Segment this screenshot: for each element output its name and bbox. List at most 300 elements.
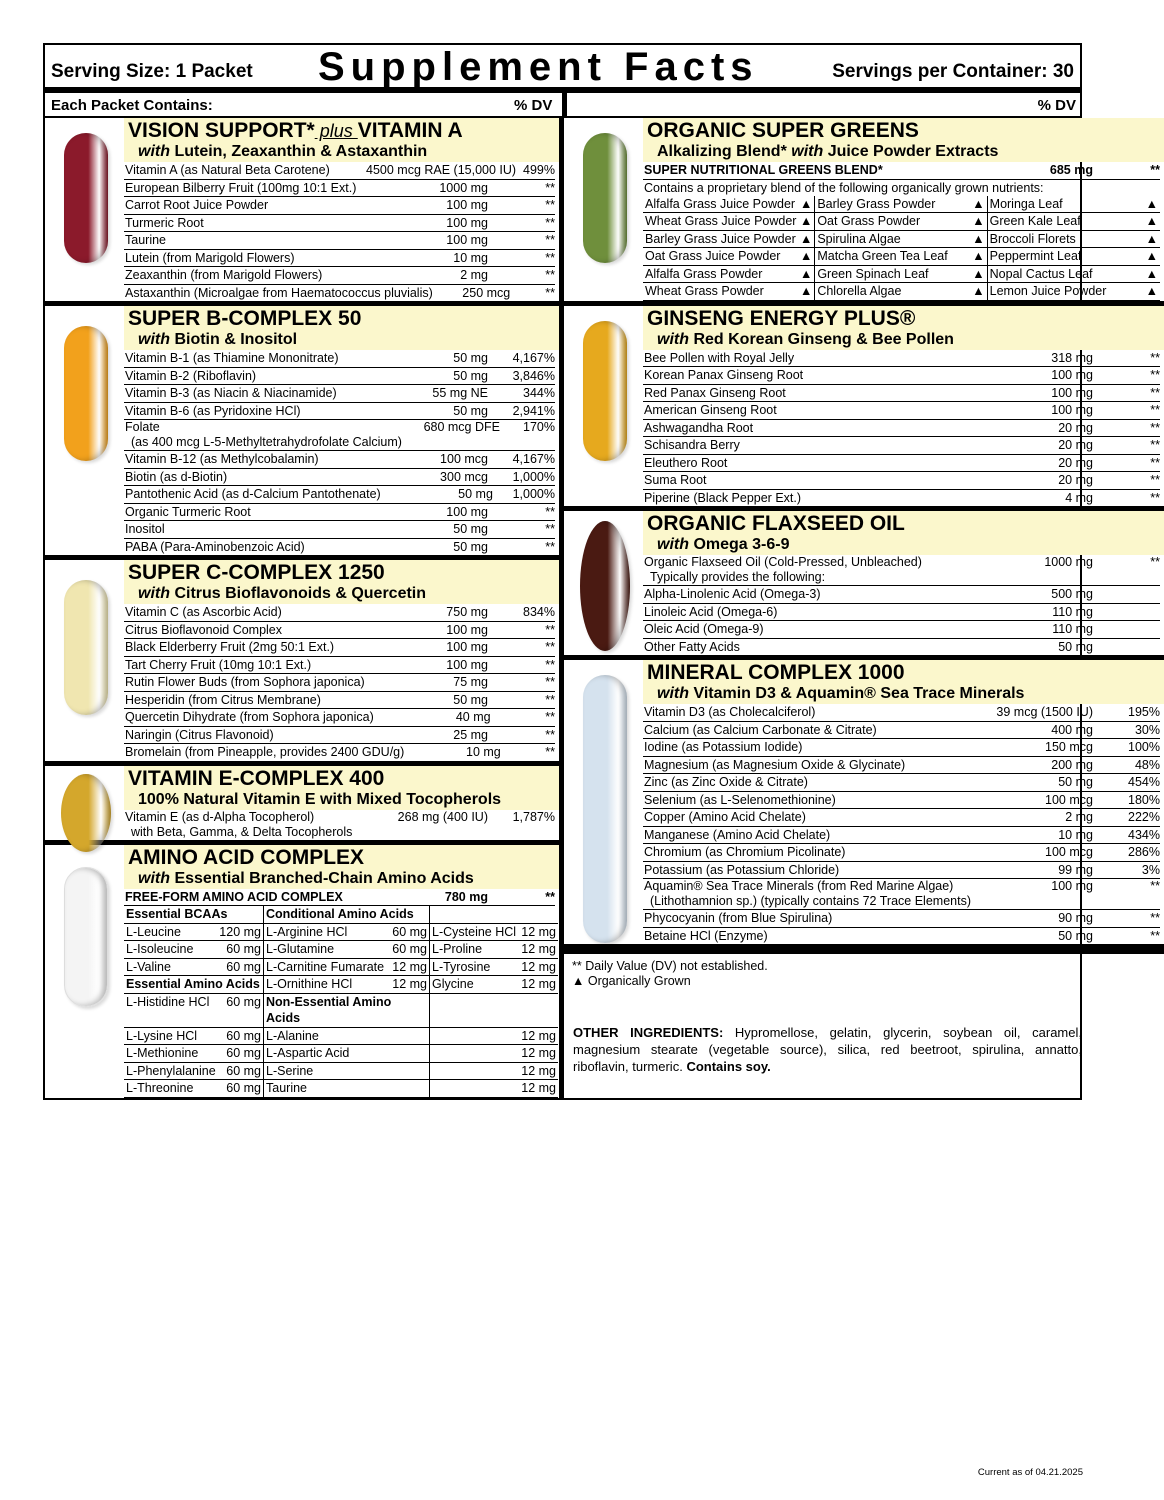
ingredient-row xyxy=(643,827,1160,845)
greens-name: Oat Grass Powder xyxy=(817,214,921,228)
subtitle-text: 100% Natural Vitamin E with Mixed Tocopherols xyxy=(138,790,502,808)
other-ingredients xyxy=(573,1024,1082,1075)
ingredient-name xyxy=(643,402,971,419)
section-title: ORGANIC FLAXSEED OIL xyxy=(647,512,905,535)
ingredient-name: PABA (Para-Aminobenzoic Acid) xyxy=(125,539,305,554)
ingredient-row xyxy=(643,350,1160,368)
section-heading xyxy=(124,560,559,604)
ingredient-name: Turmeric Root xyxy=(125,215,204,230)
ingredient-dv: ** xyxy=(545,504,555,519)
title-text: VISION SUPPORT* xyxy=(128,119,315,142)
ingredient-amount: 99 mg xyxy=(1058,862,1093,877)
ingredient-name: Korean Panax Ginseng Root xyxy=(644,368,804,382)
dv-header-left: % DV xyxy=(514,97,553,114)
ingredient-row xyxy=(124,469,555,487)
ingredient-row xyxy=(124,727,555,745)
ingredient-dv: 4,167% xyxy=(512,351,555,365)
ingredient-dv xyxy=(1099,639,1160,656)
ingredient-name xyxy=(124,267,366,284)
ingredient-name xyxy=(643,490,971,507)
ingredient-row xyxy=(643,437,1160,455)
amino-name: L-Glutamine xyxy=(266,942,335,956)
ingredient-name: Vitamin D3 (as Cholecalciferol) xyxy=(644,705,816,719)
footnotes xyxy=(564,949,1164,993)
ingredient-amount: 300 mcg xyxy=(440,469,488,484)
ingredient-amount: 100 mg xyxy=(446,622,488,637)
amino-amount: 60 mg xyxy=(226,959,261,974)
ingredient-name: Vitamin A (as Natural Beta Carotene) xyxy=(125,163,330,177)
amino-list xyxy=(124,889,559,1098)
ingredient-row xyxy=(643,586,1160,604)
amino-cell xyxy=(124,994,264,1028)
ingredient-name xyxy=(124,810,366,840)
capsule-image xyxy=(583,321,627,461)
blend-name: SUPER NUTRITIONAL GREENS BLEND* xyxy=(644,163,883,177)
greens-name: Chlorella Algae xyxy=(817,284,902,298)
ingredient-name xyxy=(643,555,971,585)
ingredient-name: European Bilberry Fruit (100mg 10:1 Ext.) xyxy=(125,180,357,195)
serving-size: Serving Size: 1 Packet xyxy=(51,61,253,82)
ingredient-dv xyxy=(1099,604,1160,621)
contains-soy: Contains soy. xyxy=(686,1059,771,1074)
servings-per-container: Servings per Container: 30 xyxy=(832,61,1074,82)
amino-name xyxy=(432,1063,521,1080)
ingredient-row xyxy=(643,792,1160,810)
ingredient-dv: ** xyxy=(545,268,555,282)
ingredient-amount: 50 mg xyxy=(453,539,488,554)
ingredient-name xyxy=(124,403,366,420)
ingredient-name xyxy=(643,621,971,638)
capsule-image xyxy=(583,133,627,263)
greens-name: Wheat Grass Juice Powder xyxy=(645,214,797,228)
section-title: AMINO ACID COMPLEX xyxy=(128,845,365,869)
organic-mark: ▲ xyxy=(972,284,985,298)
other-ingredients-label: OTHER INGREDIENTS: xyxy=(573,1025,724,1040)
ingredient-name xyxy=(124,622,366,639)
ingredient-dv: ** xyxy=(545,710,555,724)
ingredient-amount: 680 mcg DFE xyxy=(423,420,500,434)
ingredient-amount: 10 mg xyxy=(453,250,488,265)
ingredient-name xyxy=(643,757,971,774)
ingredient-dv: ** xyxy=(545,285,555,300)
ingredient-row xyxy=(643,455,1160,473)
amino-name: L-Alanine xyxy=(266,1028,319,1043)
ingredient-dv: ** xyxy=(545,522,555,536)
ingredient-dv: ** xyxy=(545,745,555,759)
greens-cell xyxy=(988,248,1160,266)
ingredient-dv: 454% xyxy=(1128,775,1160,789)
ingredient-dv: 222% xyxy=(1128,810,1160,824)
supplement-section xyxy=(45,560,559,766)
ingredient-dv: ** xyxy=(1150,368,1160,382)
amino-amount: 12 mg xyxy=(521,1028,556,1043)
greens-cell xyxy=(815,248,987,266)
section-title: ORGANIC SUPER GREENS xyxy=(647,119,919,142)
ingredient-row xyxy=(124,639,555,657)
ingredient-amount: 100 mg xyxy=(446,215,488,230)
amino-cell xyxy=(264,994,430,1028)
ingredient-name: Schisandra Berry xyxy=(644,438,740,452)
ingredient-list xyxy=(643,350,1164,507)
ingredient-amount: 100 mg xyxy=(1051,879,1093,893)
amino-cell xyxy=(264,906,430,924)
ingredient-name xyxy=(643,586,971,603)
ingredient-name: Pantothenic Acid (as d-Calcium Pantothenate) xyxy=(125,487,381,501)
amino-cell xyxy=(124,959,264,977)
organic-mark: ▲ xyxy=(972,196,985,211)
greens-note: Contains a proprietary blend of the following organically grown nutrients: xyxy=(644,180,1044,195)
ingredient-name xyxy=(124,604,366,621)
amino-amount: 12 mg xyxy=(521,1081,556,1095)
amino-amount: 120 mg xyxy=(219,924,261,939)
ingredient-name: Oleic Acid (Omega-9) xyxy=(644,622,764,636)
ingredient-name: Eleuthero Root xyxy=(644,455,728,470)
amino-acid-section xyxy=(45,845,559,1098)
ingredient-amount: 50 mg xyxy=(453,522,488,536)
ingredient-dv: ** xyxy=(545,727,555,742)
ingredient-list xyxy=(124,810,559,840)
ingredient-dv: 1,000% xyxy=(512,469,555,484)
greens-name: Matcha Green Tea Leaf xyxy=(817,249,948,263)
section-subtitle xyxy=(128,584,555,603)
section-subtitle xyxy=(647,684,1160,703)
ingredient-amount: 90 mg xyxy=(1058,911,1093,925)
ingredient-note: with Beta, Gamma, & Delta Tocopherols xyxy=(131,824,353,839)
ingredient-amount: 50 mg xyxy=(453,692,488,707)
with-label: with xyxy=(657,330,694,348)
ingredient-name: Lutein (from Marigold Flowers) xyxy=(125,250,295,265)
ingredient-amount: 750 mg xyxy=(446,605,488,619)
ingredient-name: Chromium (as Chromium Picolinate) xyxy=(644,845,846,859)
section-subtitle xyxy=(647,535,1160,554)
ingredient-name: Ashwagandha Root xyxy=(644,420,754,435)
ingredient-dv: ** xyxy=(545,675,555,689)
ingredient-dv: ** xyxy=(545,657,555,672)
ingredient-name: Bromelain (from Pineapple, provides 2400 GDU/g) xyxy=(125,745,405,759)
ingredient-name: Alpha-Linolenic Acid (Omega-3) xyxy=(644,587,821,601)
ingredient-row xyxy=(124,810,555,840)
ingredient-row xyxy=(643,722,1160,740)
ingredient-name xyxy=(643,367,971,384)
ingredient-amount: 55 mg NE xyxy=(432,386,488,400)
ingredient-name xyxy=(643,809,971,826)
ingredient-row xyxy=(124,267,555,285)
ingredient-dv: ** xyxy=(1150,928,1160,943)
greens-blend-row xyxy=(643,162,1160,180)
amino-amount: 12 mg xyxy=(521,977,556,991)
ingredient-amount: 500 mg xyxy=(1051,587,1093,601)
ingredient-dv: 100% xyxy=(1128,740,1160,754)
ingredient-name xyxy=(124,639,366,656)
section-title xyxy=(128,308,555,330)
ingredient-row xyxy=(124,692,555,710)
with-label: with xyxy=(657,685,694,702)
organic-footnote: ▲ Organically Grown xyxy=(572,974,691,988)
greens-cell xyxy=(988,231,1160,249)
ingredient-name: Hesperidin (from Citrus Membrane) xyxy=(125,692,321,707)
amino-cell xyxy=(430,994,558,1028)
amino-cell xyxy=(124,924,264,942)
ingredient-dv: ** xyxy=(1150,555,1160,569)
ingredient-dv: ** xyxy=(1150,385,1160,400)
ingredient-row xyxy=(643,844,1160,862)
greens-cell xyxy=(988,283,1160,301)
ingredient-dv: ** xyxy=(1150,490,1160,505)
ingredient-name: Organic Turmeric Root xyxy=(125,504,251,519)
ingredient-name: Aquamin® Sea Trace Minerals (from Red Marine Algae) xyxy=(644,879,954,893)
ingredient-row xyxy=(124,539,555,556)
amino-name: L-Ornithine HCl xyxy=(266,977,353,991)
amino-name xyxy=(432,1045,521,1062)
ingredient-dv: ** xyxy=(545,180,555,195)
ingredient-row xyxy=(124,604,555,622)
section-subtitle xyxy=(128,790,555,809)
ingredient-name xyxy=(124,250,366,267)
ingredient-name: Taurine xyxy=(125,233,166,247)
ingredient-name: Vitamin B-2 (Riboflavin) xyxy=(125,368,257,383)
ingredient-name xyxy=(643,639,971,656)
organic-mark: ▲ xyxy=(1145,231,1158,246)
organic-mark: ▲ xyxy=(1145,214,1158,228)
greens-name: Green Spinach Leaf xyxy=(817,266,929,281)
section-heading xyxy=(124,306,559,350)
current-as-of: Current as of 04.21.2025 xyxy=(977,1467,1083,1478)
ingredient-row xyxy=(643,928,1160,945)
section-heading xyxy=(643,660,1164,704)
ingredient-name: Betaine HCl (Enzyme) xyxy=(644,928,768,943)
ingredient-name: Vitamin C (as Ascorbic Acid) xyxy=(125,605,282,619)
supplement-facts-panel xyxy=(43,43,1160,1100)
supplement-section xyxy=(564,511,1164,660)
ingredient-dv: 2,941% xyxy=(512,403,555,418)
subtitle-text: Lutein, Zeaxanthin & Astaxanthin xyxy=(174,143,428,160)
ingredient-amount: 100 mg xyxy=(446,657,488,672)
ingredient-name xyxy=(643,385,971,402)
ingredient-dv: 170% xyxy=(523,420,555,434)
ingredient-row xyxy=(643,704,1160,722)
amino-cell xyxy=(264,1063,430,1081)
capsule-image xyxy=(64,133,108,263)
ingredient-name xyxy=(124,709,374,726)
ingredient-amount: 50 mg xyxy=(453,368,488,383)
amino-amount: 12 mg xyxy=(392,977,427,991)
amino-name: L-Phenylalanine xyxy=(126,1063,216,1078)
ingredient-amount: 100 mcg xyxy=(440,452,488,466)
ingredient-row xyxy=(643,621,1160,639)
ingredient-row xyxy=(124,285,555,302)
blend-amount: 685 mg xyxy=(1049,163,1093,177)
ingredient-name xyxy=(643,604,971,621)
blend-amount: 780 mg xyxy=(444,889,488,904)
section-subtitle xyxy=(647,330,1160,349)
greens-name: Oat Grass Juice Powder xyxy=(645,249,781,263)
organic-mark: ▲ xyxy=(972,249,985,263)
ingredient-dv: 180% xyxy=(1128,792,1160,807)
ingredient-dv: 48% xyxy=(1134,757,1160,772)
amino-amount: 60 mg xyxy=(392,942,427,956)
ingredient-dv: 30% xyxy=(1134,722,1160,737)
ingredient-dv: 286% xyxy=(1128,845,1160,859)
ingredient-name: Vitamin E (as d-Alpha Tocopherol) xyxy=(125,809,315,824)
amino-name: L-Serine xyxy=(266,1063,314,1078)
ingredient-name xyxy=(124,674,366,691)
ingredient-dv: ** xyxy=(545,198,555,212)
amino-name: Essential Amino Acids xyxy=(126,977,260,991)
amino-name xyxy=(432,906,556,923)
amino-cell xyxy=(264,924,430,942)
ingredient-row xyxy=(643,555,1160,586)
ingredient-name: Astaxanthin (Microalgae from Haematococcus pluvialis) xyxy=(125,285,433,300)
ingredient-name: Potassium (as Potassium Chloride) xyxy=(644,862,840,877)
ingredient-dv xyxy=(1099,621,1160,638)
ingredient-dv: 3% xyxy=(1141,862,1160,877)
amino-cell xyxy=(264,941,430,959)
ingredient-amount: 200 mg xyxy=(1051,757,1093,772)
amino-amount: 60 mg xyxy=(226,942,261,956)
ingredient-dv: ** xyxy=(545,233,555,247)
ingredient-name xyxy=(124,162,366,179)
ingredient-name: Manganese (Amino Acid Chelate) xyxy=(644,827,831,842)
ingredient-row xyxy=(643,490,1160,507)
ingredient-name xyxy=(124,657,366,674)
greens-name: Spirulina Algae xyxy=(817,231,901,246)
ingredient-row xyxy=(124,180,555,198)
amino-cell xyxy=(124,976,264,994)
subtitle-text: Essential Branched-Chain Amino Acids xyxy=(174,869,474,887)
ingredient-row xyxy=(643,774,1160,792)
amino-cell xyxy=(264,1080,430,1098)
ingredient-amount: 50 mg xyxy=(1058,639,1093,654)
ingredient-amount: 10 mg xyxy=(1058,827,1093,842)
ingredient-name xyxy=(124,368,366,385)
organic-mark: ▲ xyxy=(1145,196,1158,211)
ingredient-list xyxy=(124,162,559,301)
ingredient-row xyxy=(124,385,555,403)
ingredient-amount: 110 mg xyxy=(1052,604,1093,619)
amino-amount: 12 mg xyxy=(521,1063,556,1078)
ingredient-amount: 2 mg xyxy=(1065,810,1093,824)
subtitle-text: Alkalizing Blend* xyxy=(657,143,792,160)
greens-cell xyxy=(815,283,987,301)
ingredient-dv: ** xyxy=(1150,438,1160,452)
amino-amount: 12 mg xyxy=(392,959,427,974)
amino-name: Taurine xyxy=(266,1081,307,1095)
ingredient-row xyxy=(124,486,555,504)
amino-amount: 60 mg xyxy=(392,924,427,939)
greens-name: Moringa Leaf xyxy=(989,196,1063,211)
subtitle-text: Juice Powder Extracts xyxy=(827,143,999,160)
ingredient-dv: 195% xyxy=(1128,705,1160,719)
title-text: VITAMIN E-COMPLEX 400 xyxy=(128,766,385,790)
ingredient-name: Inositol xyxy=(125,522,165,536)
ingredient-dv: ** xyxy=(1150,403,1160,417)
ingredient-name xyxy=(643,420,971,437)
amino-blend-row xyxy=(124,889,555,907)
ingredient-row xyxy=(124,420,555,451)
ingredient-dv: 344% xyxy=(523,386,555,400)
ingredient-name xyxy=(124,350,366,367)
ingredient-name xyxy=(643,928,971,945)
greens-name: Nopal Cactus Leaf xyxy=(989,266,1093,281)
ingredient-row xyxy=(124,622,555,640)
ingredient-name xyxy=(124,285,433,302)
ingredient-dv: 834% xyxy=(523,605,555,619)
ingredient-row xyxy=(124,197,555,215)
ingredient-dv: 1,787% xyxy=(512,809,555,824)
ingredient-dv: 1,000% xyxy=(512,487,555,501)
amino-amount: 12 mg xyxy=(521,942,556,956)
ingredient-name: Black Elderberry Fruit (2mg 50:1 Ext.) xyxy=(125,640,335,654)
ingredient-row xyxy=(124,162,555,180)
ingredient-dv: ** xyxy=(545,692,555,707)
ingredient-name: Vitamin B-3 (as Niacin & Niacinamide) xyxy=(125,386,337,400)
amino-name: Non-Essential Amino Acids xyxy=(266,994,392,1025)
subtitle-text: Biotin & Inositol xyxy=(174,331,298,348)
ingredient-name: Biotin (as d-Biotin) xyxy=(125,469,228,484)
facts-header xyxy=(45,45,1080,93)
amino-name: L-Leucine xyxy=(126,924,181,939)
capsule-image xyxy=(583,675,627,943)
ingredient-dv: ** xyxy=(545,640,555,654)
ingredient-row xyxy=(124,350,555,368)
section-heading xyxy=(124,766,559,810)
amino-grid xyxy=(124,906,555,1098)
ingredient-name: Red Panax Ginseng Root xyxy=(644,385,786,400)
ingredient-row xyxy=(643,420,1160,438)
ingredient-row xyxy=(643,879,1160,910)
ingredient-amount: 25 mg xyxy=(453,727,488,742)
blend-dv: ** xyxy=(1150,163,1160,177)
amino-amount: 60 mg xyxy=(226,1063,261,1078)
ingredient-amount: 39 mcg (1500 IU) xyxy=(996,705,1093,719)
ingredient-name xyxy=(124,539,366,556)
capsule-image xyxy=(61,774,111,852)
ingredient-name xyxy=(124,232,366,249)
ingredient-row xyxy=(643,639,1160,656)
greens-cell xyxy=(988,196,1160,214)
ingredient-row xyxy=(124,674,555,692)
ingredient-row xyxy=(124,215,555,233)
section-heading xyxy=(643,306,1164,350)
ingredient-name xyxy=(124,504,366,521)
ingredient-amount: 4 mg xyxy=(1065,490,1093,505)
amino-name: L-Valine xyxy=(126,959,171,974)
amino-cell xyxy=(430,1028,558,1046)
amino-cell xyxy=(430,1063,558,1081)
amino-name: L-Isoleucine xyxy=(126,942,194,956)
ingredient-dv: ** xyxy=(1150,911,1160,925)
ingredient-dv: ** xyxy=(1150,455,1160,470)
organic-mark: ▲ xyxy=(799,214,813,228)
ingredient-name xyxy=(124,385,366,402)
amino-cell xyxy=(124,941,264,959)
ingredient-dv: ** xyxy=(1150,350,1160,365)
ingredient-row xyxy=(643,739,1160,757)
ingredient-name xyxy=(124,744,404,761)
ingredient-amount: 100 mg xyxy=(446,233,488,247)
ingredient-row xyxy=(643,367,1160,385)
section-title: GINSENG ENERGY PLUS® xyxy=(647,306,916,330)
ingredient-name: American Ginseng Root xyxy=(644,403,777,417)
ingredient-dv: 499% xyxy=(523,163,555,177)
section-title xyxy=(128,120,555,142)
section-subtitle xyxy=(128,142,555,161)
dv-header-right: % DV xyxy=(1037,97,1076,114)
ingredient-row xyxy=(643,604,1160,622)
capsule-image xyxy=(64,326,108,461)
ingredient-list xyxy=(643,704,1164,944)
ingredient-row xyxy=(643,402,1160,420)
